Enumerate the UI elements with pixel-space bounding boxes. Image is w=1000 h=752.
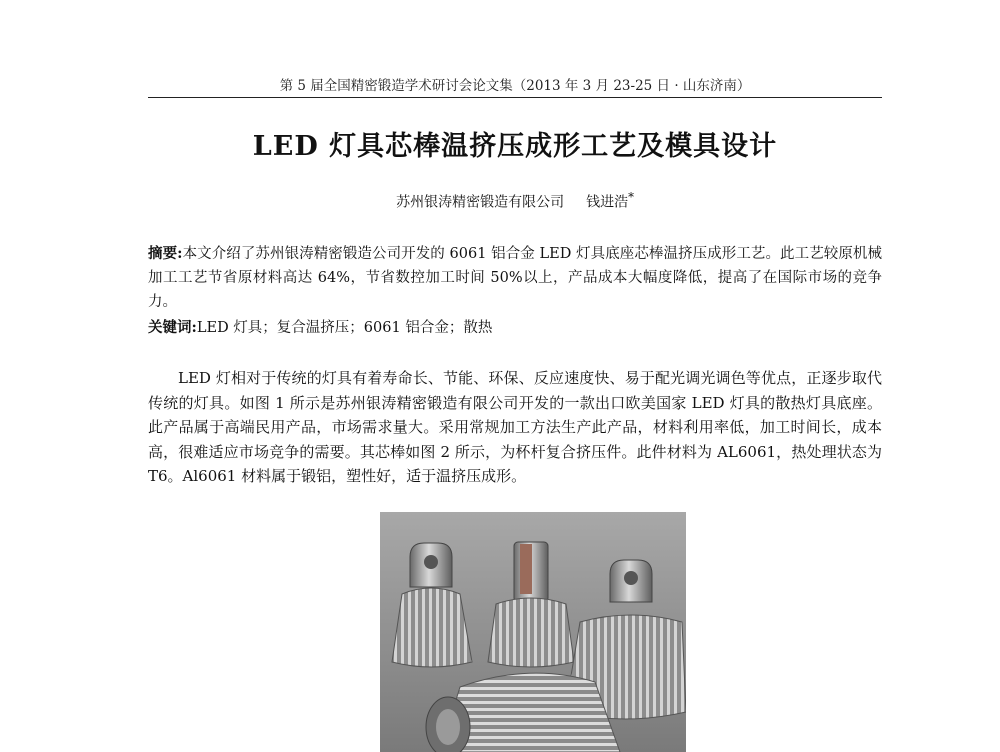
author-name: 钱进浩 [586,194,629,211]
author-line [148,190,882,212]
keywords-text: LED 灯具；复合温挤压；6061 铝合金；散热 [196,320,493,336]
paper-title: LED 灯具芯棒温挤压成形工艺及模具设计 [252,131,778,162]
abstract-label: 摘要: [148,245,183,262]
proceedings-header: 第 5 届全国精密锻造学术研讨会论文集（2013 年 3 月 23-25 日 · 山东济南） [279,78,751,94]
heatsink-photo-icon [380,512,686,752]
figure-photo [380,512,686,752]
affiliation: 苏州银涛精密锻造有限公司 [396,194,565,211]
keywords [148,316,882,340]
keywords-label: 关键词: [148,319,197,336]
header-rule [148,97,882,98]
abstract [148,242,882,314]
author-footnote-mark: * [628,190,634,204]
abstract-text: 本文介绍了苏州银涛精密锻造公司开发的 6061 铝合金 LED 灯具底座芯棒温挤压成形工艺。此工艺较原机械加工工艺节省原材料高达 64%，节省数控加工时间 50%以上，产品成本大幅度降低，提高了在国际市场的竞争力。 [148,246,882,310]
body-paragraph: LED 灯相对于传统的灯具有着寿命长、节能、环保、反应速度快、易于配光调光调色等优点，正逐步取代传统的灯具。如图 1 所示是苏州银涛精密锻造有限公司开发的一款出口欧美国家 LED 灯具的散热灯具底座。此产品属于高端民用产品，市场需求量大。采用常规加工方法生产此产品，材料利用率低，加工时间长，成本高，很难适应市场竞争的需要。其芯棒如图 2 所示，为杯杆复合挤压件。此件材料为 AL6061，热处理状态为 T6。Al6061 材料属于锻铝，塑性好，适于温挤压成形。 [148,369,882,485]
